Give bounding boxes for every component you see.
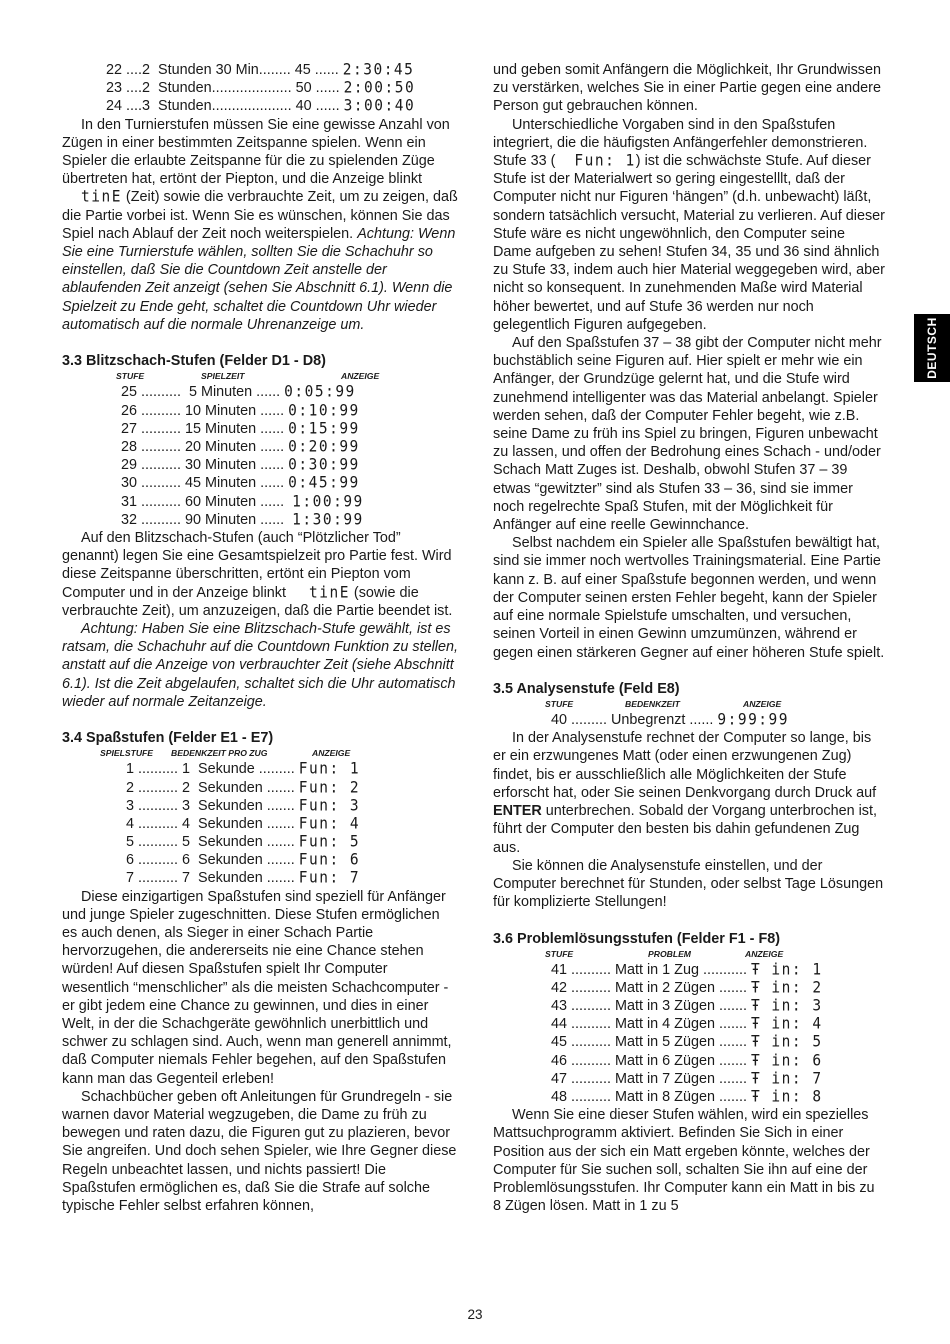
table-row: 25 .......... 5 Minuten ...... 0:05:99 <box>121 383 356 402</box>
table-row: 29 .......... 30 Minuten ...... 0:30:99 <box>121 456 360 475</box>
lcd-display: 0:20:99 <box>288 437 360 456</box>
section-heading-analysis: 3.5 Analysenstufe (Feld E8) <box>493 680 680 697</box>
lcd-display: 0:30:99 <box>288 456 360 475</box>
table-row: 46 .......... Matt in 6 Zügen ....... Ŧ in: 6 <box>551 1051 823 1070</box>
continued-paragraph: und geben somit Anfängern die Möglichkeit, Ihr Grundwissen zu verstärken, welches Sie in einer Partie gegen eine andere Person gut gebrauchen können. <box>493 62 881 115</box>
table-row: 27 .......... 15 Minuten ...... 0:15:99 <box>121 419 360 438</box>
analysis-table <box>493 711 886 729</box>
lcd-display: Ŧ in: 6 <box>750 1051 823 1070</box>
table-header: STUFE BEDENKZEIT ANZEIGE <box>545 699 782 710</box>
table-row: 30 .......... 45 Minuten ...... 0:45:99 <box>121 474 360 493</box>
analysis-paragraph-2: Sie können die Analysenstufe einstellen, und der Computer berechnet für Stunden, oder selbst Tage Lösungen für komplizierte Stellungen! <box>493 857 884 911</box>
analysis-paragraph-1: In der Analysenstufe rechnet der Computer so lange, bis er ein erzwungenes Matt (oder einen erzwungenen Zug) findet, bis er ausschließlich alle Möglichkeiten der Stufe erforscht hat, oder Sie seinen Denkvorgang durch Druck auf ENTER unterbrechen. Sobald der Vorgang unterbrochen ist, führt der Computer den besten bis dahin gefundenen Zug aus. <box>493 730 877 856</box>
table-row: 28 .......... 20 Minuten ...... 0:20:99 <box>121 437 360 456</box>
lcd-display: 1:00:99 <box>292 492 364 511</box>
table-row: 23 ....2 Stunden.................... 50 ...... 2:00:50 <box>98 79 416 98</box>
table-header: STUFE SPIELZEIT ANZEIGE <box>116 371 380 382</box>
lcd-display: Ŧ in: 4 <box>750 1015 823 1034</box>
lcd-display: Ŧ in: 3 <box>750 997 823 1016</box>
table-row: 45 .......... Matt in 5 Zügen ....... Ŧ in: 5 <box>551 1033 823 1052</box>
lcd-display: 0:45:99 <box>288 474 360 493</box>
lcd-display: 2:30:45 <box>342 61 415 79</box>
lcd-display: Fun: 2 <box>298 778 361 797</box>
right-column <box>493 61 886 1215</box>
lcd-display: 2:00:50 <box>343 79 416 98</box>
section-heading-blitz: 3.3 Blitzschach-Stufen (Felder D1 - D8) <box>62 353 326 370</box>
table-header: STUFE PROBLEM ANZEIGE <box>545 948 784 959</box>
lcd-display: Ŧ in: 2 <box>750 978 823 997</box>
table-row: 7 .......... 7 Sekunden ....... Fun: 7 <box>126 869 361 888</box>
lcd-display: Fun: 1 <box>298 760 361 779</box>
table-row: 5 .......... 5 Sekunden ....... Fun: 5 <box>126 833 361 852</box>
lcd-display: 3:00:40 <box>343 97 416 116</box>
table-row: 24 ....3 Stunden.................... 40 ...... 3:00:40 <box>98 97 416 116</box>
problem-table <box>493 961 886 1107</box>
section-heading-problem: 3.6 Problemlösungsstufen (Felder F1 - F8) <box>493 930 781 947</box>
fun-paragraph-2: Schachbücher geben oft Anleitungen für Grundregeln - sie warnen davor Material wegzugeben, die Dame zu früh zu bewegen und raten dazu, die Figuren gut zu plazieren, bevor Sie angreifen. Und doch sehen Spieler, wie Ihre Gegner diese Regeln unbeachtet lassen, und nichts passiert! Die Spaßstufen ermöglichen es, daß Sie die Strafe auf solche typische Fehler selbst erfahren können, <box>62 1088 457 1215</box>
table-row: 31 .......... 60 Minuten ...... 1:00:99 <box>121 492 364 511</box>
lcd-display: Ŧ in: 1 <box>750 960 823 979</box>
fun-paragraph-1: Diese einzigartigen Spaßstufen sind speziell für Anfänger und junge Spieler zugeschnitten. Diese Stufen ermöglichen es auch denen, als Sieger in einer Schach Partie hervorzugehen, die andererseits nie eine Chance stehen würden! Auf diesen Spaßstufen spielt Ihr Computer wesentlich “menschlicher” als die meisten Schachcomputer - er gibt jedem eine Chance zu gewinnen, und dies in einer Welt, in der die Schachgeräte gewöhnlich unerbittlich und schwer zu schlagen sind. Auch, wenn man generell annimmt, daß Computer niemals Fehler begehen, auf den Spaßstufen kann man das Gegenteil erleben! <box>62 888 452 1087</box>
tournament-paragraph: In den Turnierstufen müssen Sie eine gewisse Anzahl von Zügen in einer bestimmten Zeitspanne spielen. Wenn ein Spieler die erlaubte Zeitspanne für die zu spielenden Züge übertreten hat, ertönt der Piepton, und die Anzeige blinkt tinE (Zeit) sowie die verbrauchte Zeit, um zu zeigen, daß die Partie vorbei ist. Wenn Sie es wünschen, können Sie das Spiel nach Ablauf der Zeit noch weiterspielen. Achtung: Wenn Sie eine Turnierstufe wählen, sollten Sie die Schachuhr so einstellen, daß Sie die Countdown Zeit anstelle der ablaufenden Zeit anzeigt (sehen Sie Abschnitt 6.1). Wenn die Spielzeit zu Ende geht, schaltet die Countdown Uhr wieder automatisch auf die normale Uhrenanzeige um. <box>62 116 458 333</box>
table-row: 6 .......... 6 Sekunden ....... Fun: 6 <box>126 851 361 870</box>
lcd-display: 0:10:99 <box>288 401 360 420</box>
page-number: 23 <box>467 1307 483 1322</box>
lcd-display: tinE <box>81 188 122 207</box>
lcd-display: Fun: 5 <box>298 833 361 852</box>
lcd-display: Fun: 3 <box>298 796 361 815</box>
lcd-display: Fun: 7 <box>298 869 361 888</box>
fun37-paragraph: Auf den Spaßstufen 37 – 38 gibt der Computer nicht mehr buchstäblich seine Figuren auf. Hier spielt er mehr wie ein Anfänger, der Grundzüge gelernt hat, und die Stufe wird zunehmend intelligenter was das Material anbelangt. Spieler werden sehen, daß der Computer Fehler begeht, wie z.B. seine Dame zu früh ins Spiel zu bringen, Figuren unbewacht zu lassen, und offen der Bedrohung eines Schach - und/oder Schach Matt Zuges ist. Deshalb, obwohl Stufen 37 – 39 etwas “gewitzter” sind als Stufen 33 – 36, sind sie immer noch regelrechte Spaß Stufen, mit der Möglichkeit für Anfänger auf eine reelle Gewinnchance. <box>493 335 882 534</box>
table-row: 42 .......... Matt in 2 Zügen ....... Ŧ in: 2 <box>551 978 823 997</box>
lcd-display: 9:99:99 <box>717 711 789 730</box>
fun33-paragraph: Unterschiedliche Vorgaben sind in den Spaßstufen integriert, die die häufigsten Anfängerfehler demonstrieren. Stufe 33 ( Fun: 1) ist die schwächste Stufe. Auf dieser Stufe ist der Materialwert so gering eingestelllt, daß der Computer nicht nur Figuren ‘hängen” (d.h. unbewacht) läßt, sondern tatsächlich versucht, Material zu verlieren. Auf dieser Stufe wäre es nicht ungewöhnlich, den Computer seine Dame aufgeben zu sehen! Stufen 34, 35 und 36 sind ähnlich zu Stufe 33, indem auch hier Material weggegeben wird, aber nicht so konsequent. In zunehmenden Maße wird Material höher bewertet, und auf Stufe 36 werden nur noch gelegentlich Figuren aufgegeben. <box>493 116 885 333</box>
section-heading-fun: 3.4 Spaßstufen (Felder E1 - E7) <box>62 730 274 747</box>
fun-table <box>62 760 458 887</box>
tournament-table <box>62 61 458 116</box>
blitz-note: Achtung: Haben Sie eine Blitzschach-Stufe gewählt, ist es ratsam, die Schachuhr auf die Countdown Funktion zu stellen, anstatt auf die Anzeige von verbrauchter Zeit (siehe Abschnitt 6.1). Ist die Zeit abgelaufen, schaltet sich die Uhr automatisch wieder auf normale Zeitanzeige. <box>62 620 458 710</box>
blitz-paragraph: Auf den Blitzschach-Stufen (auch “Plötzlicher Tod” genannt) legen Sie eine Gesamtspielzeit pro Partie fest. Wird diese Zeitspanne überschritten, ertönt ein Piepton vom Computer und in der Anzeige blinkt tinE (sowie die verbrauchte Zeit), um anzuzeigen, daß die Partie beendet ist. <box>62 529 453 619</box>
left-column <box>62 61 458 1215</box>
table-row: 1 .......... 1 Sekunde ......... Fun: 1 <box>126 760 361 779</box>
lcd-display: 0:05:99 <box>284 383 356 402</box>
lcd-display: 1:30:99 <box>292 510 364 529</box>
table-row: 40 ......... Unbegrenzt ...... 9:99:99 <box>551 711 789 730</box>
problem-paragraph: Wenn Sie eine dieser Stufen wählen, wird ein spezielles Mattsuchprogramm aktiviert. Befinden Sie Sich in einer Position aus der sich ein Matt ergeben könnte, welches der Computer für Sie suchen soll, schalten Sie ihn auf eine der Problemlösungsstufen. Ihr Computer kann ein Matt in bis zu 8 Zügen lösen. Matt in 1 zu 5 <box>493 1107 875 1215</box>
table-row: 43 .......... Matt in 3 Zügen ....... Ŧ in: 3 <box>551 997 823 1016</box>
table-row: 3 .......... 3 Sekunden ....... Fun: 3 <box>126 796 361 815</box>
lcd-display: Fun: 4 <box>298 814 361 833</box>
table-row: 26 .......... 10 Minuten ...... 0:10:99 <box>121 401 360 420</box>
language-tab: DEUTSCH <box>914 314 950 382</box>
lcd-display: tinE <box>309 583 350 602</box>
table-row: 44 .......... Matt in 4 Zügen ....... Ŧ in: 4 <box>551 1015 823 1034</box>
table-row: 2 .......... 2 Sekunden ....... Fun: 2 <box>126 778 361 797</box>
table-row: 32 .......... 90 Minuten ...... 1:30:99 <box>121 510 364 529</box>
table-row: 48 .......... Matt in 8 Zügen ....... Ŧ in: 8 <box>551 1088 823 1106</box>
table-row: 4 .......... 4 Sekunden ....... Fun: 4 <box>126 814 361 833</box>
table-header: SPIELSTUFE BEDENKZEIT PRO ZUG ANZEIGE <box>100 748 351 759</box>
table-row: 47 .......... Matt in 7 Zügen ....... Ŧ in: 7 <box>551 1069 823 1088</box>
table-row: 22 ....2 Stunden 30 Min........ 45 ...... 2:30:45 <box>98 61 415 79</box>
lcd-display: Fun: 6 <box>298 851 361 870</box>
lcd-display: Ŧ in: 5 <box>750 1033 823 1052</box>
lcd-display: Ŧ in: 7 <box>750 1069 823 1088</box>
blitz-table <box>62 383 458 529</box>
lcd-display: 0:15:99 <box>288 419 360 438</box>
lcd-display: Ŧ in: 8 <box>750 1088 823 1106</box>
table-row: 41 .......... Matt in 1 Zug ........... Ŧ in: 1 <box>551 960 823 979</box>
lcd-display: Fun: 1 <box>574 152 636 170</box>
training-paragraph: Selbst nachdem ein Spieler alle Spaßstufen bewältigt hat, sind sie immer noch wertvolles Trainingsmaterial. Eine Partie kann z. B. auf einer Spaßstufe begonnen werden, und wenn der Computer seinen ersten Fehler begeht, kann der Spieler auf eine normale Spielstufe umschalten, und versuchen, seinen Vorteil in einen Gewinn umzumünzen, während er gegen einen stärkeren Gegner auf einer höheren Stufe spielt. <box>493 535 885 661</box>
